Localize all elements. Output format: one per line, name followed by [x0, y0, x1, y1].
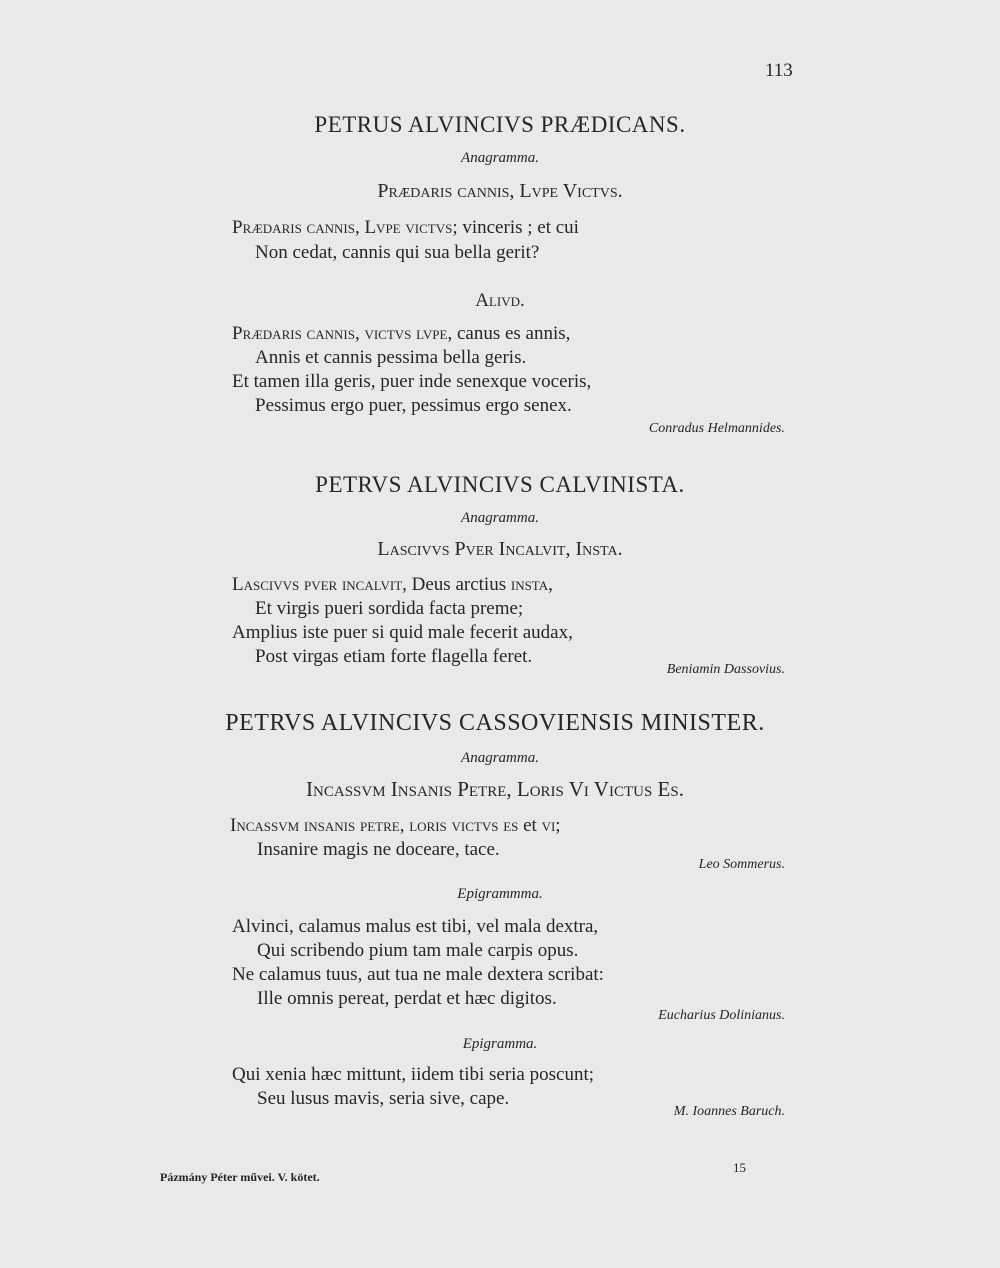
verse-line	[230, 815, 561, 837]
anagram-line: Lascivvs Pver Incalvit, Insta.	[377, 538, 623, 560]
anagram-line: Prædaris cannis, Lvpe Victvs.	[377, 180, 623, 202]
verse-line: Pessimus ergo puer, pessimus ergo senex.	[255, 395, 572, 416]
section-title: PETRVS ALVINCIVS CASSOVIENSIS MINISTER.	[225, 710, 765, 736]
verse-text: ; vinceris ; et cui	[452, 217, 579, 238]
page-number: 113	[765, 60, 793, 81]
verse-smallcaps: Lascivvs pver incalvit,	[232, 574, 407, 595]
section-subtitle: Anagramma.	[461, 510, 539, 526]
signature-number: 15	[733, 1160, 746, 1175]
verse-smallcaps: Prædaris cannis, victvs lvpe,	[232, 323, 453, 344]
verse-line: Seu lusus mavis, seria sive, cape.	[257, 1088, 510, 1109]
verse-line: Amplius iste puer si quid male fecerit audax,	[232, 622, 573, 643]
verse-smallcaps: insta,	[510, 574, 553, 595]
verse-line: Alvinci, calamus malus est tibi, vel mala dextra,	[232, 916, 599, 937]
verse-smallcaps: Prædaris cannis, Lvpe victvs	[232, 217, 453, 238]
author-signature: Eucharius Dolinianus.	[658, 1008, 785, 1023]
verse-text: Deus arctius	[406, 574, 511, 595]
verse-line	[232, 574, 553, 596]
verse-line	[232, 217, 579, 239]
verse-line: Qui scribendo pium tam male carpis opus.	[257, 940, 579, 961]
aliud-heading: Alivd.	[475, 290, 525, 311]
author-signature: Leo Sommerus.	[698, 857, 785, 872]
footer-signature: Pázmány Péter művei. V. kötet.	[160, 1170, 320, 1184]
verse-line: Annis et cannis pessima bella geris.	[255, 347, 527, 368]
verse-line: Et tamen illa geris, puer inde senexque voceris,	[232, 371, 592, 392]
verse-line: Ille omnis pereat, perdat et hæc digitos.	[257, 988, 557, 1009]
verse-line: Ne calamus tuus, aut tua ne male dextera scribat:	[232, 964, 604, 985]
section-title: PETRUS ALVINCIVS PRÆDICANS.	[314, 112, 686, 137]
verse-text: et	[518, 815, 542, 836]
verse-line: Et virgis pueri sordida facta preme;	[255, 598, 524, 619]
epigram-subtitle: Epigrammma.	[457, 886, 543, 902]
author-signature: Beniamin Dassovius.	[666, 662, 785, 677]
verse-line	[232, 323, 570, 345]
verse-line: Insanire magis ne doceare, tace.	[257, 839, 500, 860]
verse-smallcaps: vi;	[541, 815, 561, 836]
section-subtitle: Anagramma.	[461, 750, 539, 766]
section-title: PETRVS ALVINCIVS CALVINISTA.	[315, 472, 685, 497]
verse-line: Qui xenia hæc mittunt, iidem tibi seria poscunt;	[232, 1064, 595, 1085]
epigram-subtitle: Epigramma.	[462, 1036, 538, 1052]
verse-line: Post virgas etiam forte flagella feret.	[255, 646, 533, 667]
verse-text: canus es annis,	[452, 323, 571, 344]
verse-line: Non cedat, cannis qui sua bella gerit?	[255, 242, 540, 263]
anagram-line: Incassvm Insanis Petre, Loris Vi Victus Es.	[306, 777, 684, 801]
author-signature: M. Ioannes Baruch.	[673, 1104, 785, 1119]
author-signature: Conradus Helmannides.	[648, 421, 785, 436]
section-subtitle: Anagramma.	[461, 150, 539, 166]
verse-smallcaps: Incassvm insanis petre, loris victvs es	[230, 815, 519, 836]
